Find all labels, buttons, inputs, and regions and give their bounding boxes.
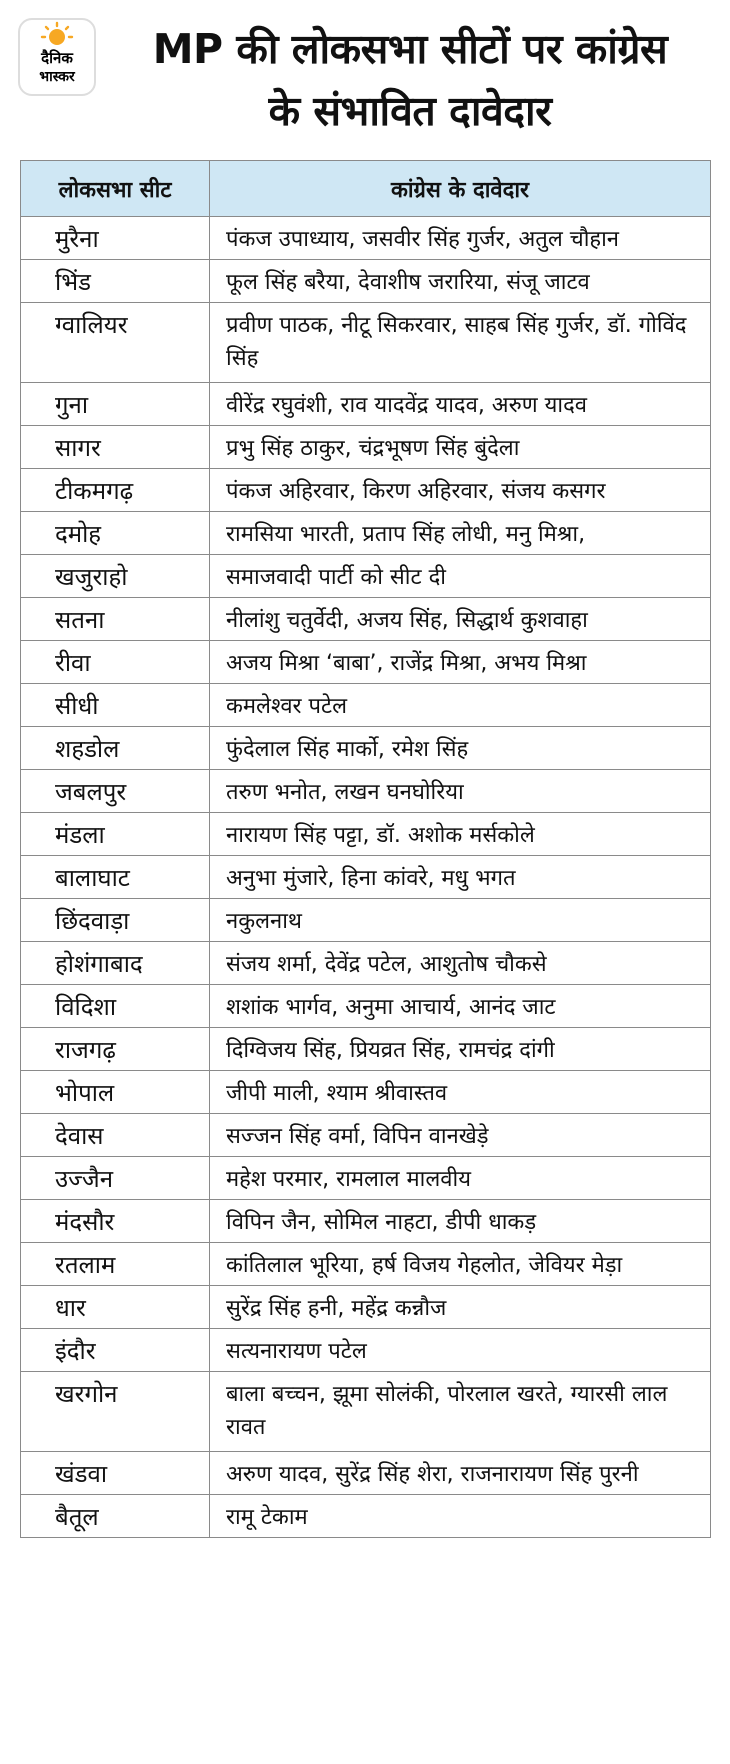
- header-seat: लोकसभा सीट: [21, 161, 210, 217]
- seat-cell: जबलपुर: [21, 770, 210, 813]
- title-line-1: MP की लोकसभा सीटों पर कांग्रेस: [152, 25, 668, 73]
- table-row: [21, 1114, 711, 1157]
- dainik-bhaskar-logo: [18, 18, 96, 96]
- candidates-cell: बाला बच्चन, झूमा सोलंकी, पोरलाल खरते, ग्यारसी लाल रावत: [210, 1372, 711, 1452]
- candidates-cell: समाजवादी पार्टी को सीट दी: [210, 555, 711, 598]
- table-row: [21, 813, 711, 856]
- page-title: [110, 18, 710, 142]
- seat-cell: देवास: [21, 1114, 210, 1157]
- candidates-cell: अरुण यादव, सुरेंद्र सिंह शेरा, राजनारायण सिंह पुरनी: [210, 1452, 711, 1495]
- logo-icon: [20, 20, 94, 94]
- seat-cell: खरगोन: [21, 1372, 210, 1452]
- table-row: [21, 1452, 711, 1495]
- logo-text-line2: भास्कर: [39, 69, 75, 85]
- table-row: [21, 555, 711, 598]
- table-row: [21, 985, 711, 1028]
- candidates-cell: जीपी माली, श्याम श्रीवास्तव: [210, 1071, 711, 1114]
- table-row: [21, 260, 711, 303]
- candidates-cell: तरुण भनोत, लखन घनघोरिया: [210, 770, 711, 813]
- table-row: [21, 383, 711, 426]
- candidates-cell: प्रवीण पाठक, नीटू सिकरवार, साहब सिंह गुर्जर, डॉ. गोविंद सिंह: [210, 303, 711, 383]
- seat-cell: इंदौर: [21, 1329, 210, 1372]
- table-row: [21, 727, 711, 770]
- table-row: [21, 1028, 711, 1071]
- table-row: [21, 1071, 711, 1114]
- seat-cell: विदिशा: [21, 985, 210, 1028]
- seat-cell: टीकमगढ़: [21, 469, 210, 512]
- seat-cell: राजगढ़: [21, 1028, 210, 1071]
- candidates-cell: कमलेश्वर पटेल: [210, 684, 711, 727]
- candidates-cell: फूल सिंह बरैया, देवाशीष जरारिया, संजू जाटव: [210, 260, 711, 303]
- table-row: [21, 303, 711, 383]
- seat-cell: मंडला: [21, 813, 210, 856]
- table-row: [21, 856, 711, 899]
- seat-cell: खंडवा: [21, 1452, 210, 1495]
- candidates-cell: विपिन जैन, सोमिल नाहटा, डीपी धाकड़: [210, 1200, 711, 1243]
- seat-cell: बैतूल: [21, 1495, 210, 1538]
- candidates-cell: संजय शर्मा, देवेंद्र पटेल, आशुतोष चौकसे: [210, 942, 711, 985]
- table-row: [21, 598, 711, 641]
- table-row: [21, 684, 711, 727]
- seat-cell: मुरैना: [21, 217, 210, 260]
- table-row: [21, 942, 711, 985]
- candidates-cell: महेश परमार, रामलाल मालवीय: [210, 1157, 711, 1200]
- table-row: [21, 1157, 711, 1200]
- candidates-cell: वीरेंद्र रघुवंशी, राव यादवेंद्र यादव, अरुण यादव: [210, 383, 711, 426]
- table-row: [21, 1372, 711, 1452]
- candidates-cell: सज्जन सिंह वर्मा, विपिन वानखेड़े: [210, 1114, 711, 1157]
- seat-cell: रतलाम: [21, 1243, 210, 1286]
- candidates-cell: सत्यनारायण पटेल: [210, 1329, 711, 1372]
- table-row: [21, 1200, 711, 1243]
- title-line-2: के संभावित दावेदार: [268, 87, 552, 135]
- table-row: [21, 469, 711, 512]
- seat-cell: छिंदवाड़ा: [21, 899, 210, 942]
- logo-sun: [49, 29, 65, 45]
- seat-cell: शहडोल: [21, 727, 210, 770]
- table-row: [21, 217, 711, 260]
- candidates-table: [20, 160, 711, 1538]
- candidates-cell: कांतिलाल भूरिया, हर्ष विजय गेहलोत, जेवियर मेड़ा: [210, 1243, 711, 1286]
- candidates-cell: प्रभु सिंह ठाकुर, चंद्रभूषण सिंह बुंदेला: [210, 426, 711, 469]
- seat-cell: ग्वालियर: [21, 303, 210, 383]
- table-row: [21, 641, 711, 684]
- candidates-cell: नकुलनाथ: [210, 899, 711, 942]
- seat-cell: सीधी: [21, 684, 210, 727]
- seat-cell: भोपाल: [21, 1071, 210, 1114]
- candidates-cell: पंकज उपाध्याय, जसवीर सिंह गुर्जर, अतुल चौहान: [210, 217, 711, 260]
- candidates-cell: पंकज अहिरवार, किरण अहिरवार, संजय कसगर: [210, 469, 711, 512]
- candidates-cell: अनुभा मुंजारे, हिना कांवरे, मधु भगत: [210, 856, 711, 899]
- seat-cell: उज्जैन: [21, 1157, 210, 1200]
- table-row: [21, 899, 711, 942]
- candidates-cell: दिग्विजय सिंह, प्रियव्रत सिंह, रामचंद्र दांगी: [210, 1028, 711, 1071]
- candidates-cell: फुंदेलाल सिंह मार्को, रमेश सिंह: [210, 727, 711, 770]
- candidates-cell: रामसिया भारती, प्रताप सिंह लोधी, मनु मिश्रा,: [210, 512, 711, 555]
- table-row: [21, 1329, 711, 1372]
- seat-cell: रीवा: [21, 641, 210, 684]
- table-header-row: [21, 161, 711, 217]
- candidates-cell: नीलांशु चतुर्वेदी, अजय सिंह, सिद्धार्थ कुशवाहा: [210, 598, 711, 641]
- table-row: [21, 512, 711, 555]
- seat-cell: धार: [21, 1286, 210, 1329]
- candidates-cell: नारायण सिंह पट्टा, डॉ. अशोक मर्सकोले: [210, 813, 711, 856]
- table-row: [21, 770, 711, 813]
- candidates-cell: सुरेंद्र सिंह हनी, महेंद्र कन्नौज: [210, 1286, 711, 1329]
- header-candidates: कांग्रेस के दावेदार: [210, 161, 711, 217]
- candidates-cell: शशांक भार्गव, अनुमा आचार्य, आनंद जाट: [210, 985, 711, 1028]
- seat-cell: मंदसौर: [21, 1200, 210, 1243]
- table-row: [21, 1243, 711, 1286]
- candidates-cell: अजय मिश्रा ‘बाबा’, राजेंद्र मिश्रा, अभय मिश्रा: [210, 641, 711, 684]
- seat-cell: भिंड: [21, 260, 210, 303]
- table-row: [21, 1495, 711, 1538]
- seat-cell: होशंगाबाद: [21, 942, 210, 985]
- seat-cell: सागर: [21, 426, 210, 469]
- seat-cell: सतना: [21, 598, 210, 641]
- seat-cell: गुना: [21, 383, 210, 426]
- candidates-cell: रामू टेकाम: [210, 1495, 711, 1538]
- table-row: [21, 426, 711, 469]
- seat-cell: बालाघाट: [21, 856, 210, 899]
- table-row: [21, 1286, 711, 1329]
- seat-cell: दमोह: [21, 512, 210, 555]
- logo-text-line1: दैनिक: [41, 49, 73, 67]
- seat-cell: खजुराहो: [21, 555, 210, 598]
